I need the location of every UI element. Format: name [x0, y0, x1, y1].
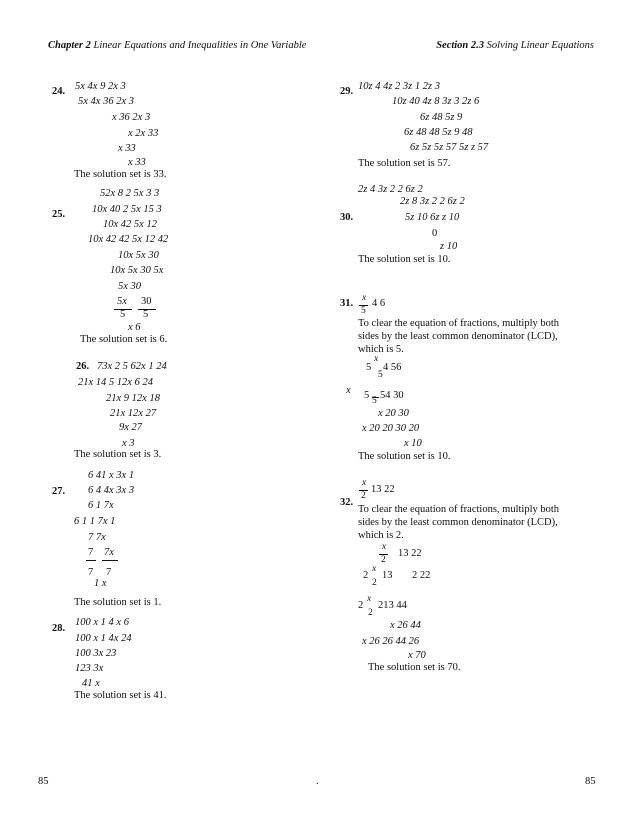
p29-line-2: 10z 40 4z 8 3z 3 2z 6	[392, 96, 480, 107]
problem-32-number: 32.	[340, 497, 354, 508]
p32-step-3-num: x	[367, 594, 372, 604]
p26-line-5: 9x 27	[119, 422, 143, 433]
p31-step-5: x 10	[404, 438, 422, 449]
footer-page-left: 85	[38, 776, 49, 787]
p27-frac-num-left: 7	[88, 547, 94, 558]
p31-text-2: sides by the least common denominator (LCD),	[358, 331, 558, 342]
p31-step-3: x 20 30	[378, 408, 409, 419]
p27-frac-bar-left	[86, 560, 96, 561]
section-title: Solving Linear Equations	[486, 40, 594, 51]
p27-frac-num-right: 7x	[104, 547, 114, 558]
p32-step-5: x 26 26 44 26	[362, 636, 420, 647]
p27-solution: The solution set is 1.	[74, 597, 162, 608]
p31-step-2-rest: 54 30	[380, 390, 404, 401]
p32-eq-rest: 13 22	[371, 484, 395, 495]
p27-frac-bar-right	[102, 560, 118, 561]
p30-line-2: 2z 8 3z 2 2 6z 2	[400, 196, 465, 207]
p32-step-3-left: 2	[358, 600, 364, 611]
p26-line-4: 21x 12x 27	[110, 408, 157, 419]
problem-29-number: 29.	[340, 86, 354, 97]
p32-eq-den: 2	[361, 491, 366, 501]
p31-step-1-den: 5	[378, 370, 383, 380]
p31-step-2-left: 5	[364, 390, 370, 401]
p31-step-1-rest: 4 56	[383, 362, 402, 373]
p32-step-2-right: 2 22	[412, 570, 431, 581]
p28-line-2: 100 x 1 4x 24	[75, 633, 132, 644]
p31-text-1: To clear the equation of fractions, multiply both	[358, 318, 560, 329]
section-label: Section 2.3	[436, 40, 485, 51]
problem-31-number: 31.	[340, 298, 354, 309]
p30-line-5: z 10	[440, 241, 458, 252]
footer-center: .	[316, 776, 319, 787]
p31-eq-den: 5	[361, 306, 366, 316]
p31-eq-num: x	[362, 293, 367, 303]
p30-line-4: 0	[432, 228, 438, 239]
p32-step-2-num: x	[372, 564, 377, 574]
p31-solution: The solution set is 10.	[358, 451, 451, 462]
p29-line-4: 6z 48 48 5z 9 48	[404, 127, 473, 138]
p25-line-3: 10x 42 5x 12	[103, 219, 157, 230]
p25-line-4: 10x 42 42 5x 12 42	[88, 234, 169, 245]
p32-step-1-num: x	[382, 542, 387, 552]
p27-line-8: 1 x	[94, 578, 107, 589]
problem-24-number: 24.	[52, 86, 66, 97]
p28-solution: The solution set is 41.	[74, 690, 167, 701]
p29-line-1: 10z 4 4z 2 3z 1 2z 3	[358, 81, 440, 92]
problem-27-number: 27.	[52, 486, 66, 497]
p27-line-1: 6 41 x 3x 1	[88, 470, 135, 481]
p28-line-1: 100 x 1 4 x 6	[75, 617, 129, 628]
p25-frac-2-den: 5	[143, 309, 149, 320]
p32-step-3-den: 2	[368, 608, 373, 618]
p28-line-4: 123 3x	[75, 663, 104, 674]
p25-solution: The solution set is 6.	[80, 334, 168, 345]
p32-eq-num: x	[362, 478, 367, 488]
p24-line-3: x 36 2x 3	[112, 112, 151, 123]
p29-line-5: 6z 5z 5z 57 5z z 57	[410, 142, 489, 153]
p31-step-1-num: x	[374, 354, 379, 364]
problem-30-number: 30.	[340, 212, 354, 223]
p24-line-2: 5x 4x 36 2x 3	[78, 96, 134, 107]
p24-line-5: x 33	[118, 143, 136, 154]
p28-line-5: 41 x	[82, 678, 100, 689]
p32-solution: The solution set is 70.	[368, 662, 461, 673]
p26-line-6: x 3	[122, 438, 135, 449]
p32-step-1-den: 2	[381, 555, 386, 565]
section-header	[436, 40, 594, 51]
p27-line-2: 6 4 4x 3x 3	[88, 485, 135, 496]
p31-eq-rest: 4 6	[372, 298, 386, 309]
chapter-label: Chapter 2	[48, 40, 91, 51]
p25-line-6: 10x 5x 30 5x	[110, 265, 164, 276]
p32-text-3: which is 2.	[358, 530, 404, 541]
p32-step-3-rest: 213 44	[378, 600, 407, 611]
p29-line-3: 6z 48 5z 9	[420, 112, 463, 123]
p32-step-4: x 26 44	[390, 620, 421, 631]
p31-step-2-den: 5	[372, 396, 377, 406]
chapter-header	[48, 40, 306, 51]
p25-line-8: x 6	[128, 322, 141, 333]
p26-line-3: 21x 9 12x 18	[106, 393, 160, 404]
p24-line-6: x 33	[128, 157, 146, 168]
p30-line-3: 5z 10 6z z 10	[405, 212, 460, 223]
p31-step-1-left: 5	[366, 362, 372, 373]
problem-28-number: 28.	[52, 623, 66, 634]
p25-line-7: 5x 30	[118, 281, 142, 292]
p24-line-4: x 2x 33	[128, 128, 159, 139]
p31-side-x: x	[346, 385, 351, 396]
p30-line-1: 2z 4 3z 2 2 6z 2	[358, 184, 423, 195]
p25-frac-2-num: 30	[141, 296, 152, 307]
p26-line-2: 21x 14 5 12x 6 24	[78, 377, 153, 388]
p27-line-3: 6 1 7x	[88, 500, 114, 511]
p25-frac-1-den: 5	[120, 309, 126, 320]
p32-text-1: To clear the equation of fractions, multiply both	[358, 504, 560, 515]
p32-step-2-den: 2	[372, 578, 377, 588]
p28-line-3: 100 3x 23	[75, 648, 117, 659]
p24-line-1: 5x 4x 9 2x 3	[75, 81, 126, 92]
p31-text-3: which is 5.	[358, 344, 404, 355]
p26-line-1: 73x 2 5 62x 1 24	[97, 361, 167, 372]
problem-25-number: 25.	[52, 209, 66, 220]
p27-line-4: 6 1 1 7x 1	[74, 516, 116, 527]
chapter-title: Linear Equations and Inequalities in One Variable	[93, 40, 307, 51]
footer-page-right: 85	[585, 776, 596, 787]
p25-line-5: 10x 5x 30	[118, 250, 159, 261]
p24-solution: The solution set is 33.	[74, 169, 167, 180]
p29-solution: The solution set is 57.	[358, 158, 451, 169]
p31-step-4: x 20 20 30 20	[362, 423, 420, 434]
p32-step-2-left: 2	[363, 570, 369, 581]
p26-solution: The solution set is 3.	[74, 449, 162, 460]
p25-line-1: 52x 8 2 5x 3 3	[100, 188, 160, 199]
p27-line-5: 7 7x	[88, 532, 106, 543]
p32-text-2: sides by the least common denominator (LCD),	[358, 517, 558, 528]
p25-line-2: 10x 40 2 5x 15 3	[92, 204, 162, 215]
p25-frac-1-num: 5x	[117, 296, 127, 307]
p27-frac-den-right: 7	[106, 567, 112, 578]
p32-step-2-mid: 13	[382, 570, 393, 581]
p32-step-1-rest: 13 22	[398, 548, 422, 559]
p32-step-6: x 70	[408, 650, 426, 661]
problem-26-number: 26.	[76, 361, 90, 372]
p30-solution: The solution set is 10.	[358, 254, 451, 265]
p27-frac-den-left: 7	[88, 567, 94, 578]
